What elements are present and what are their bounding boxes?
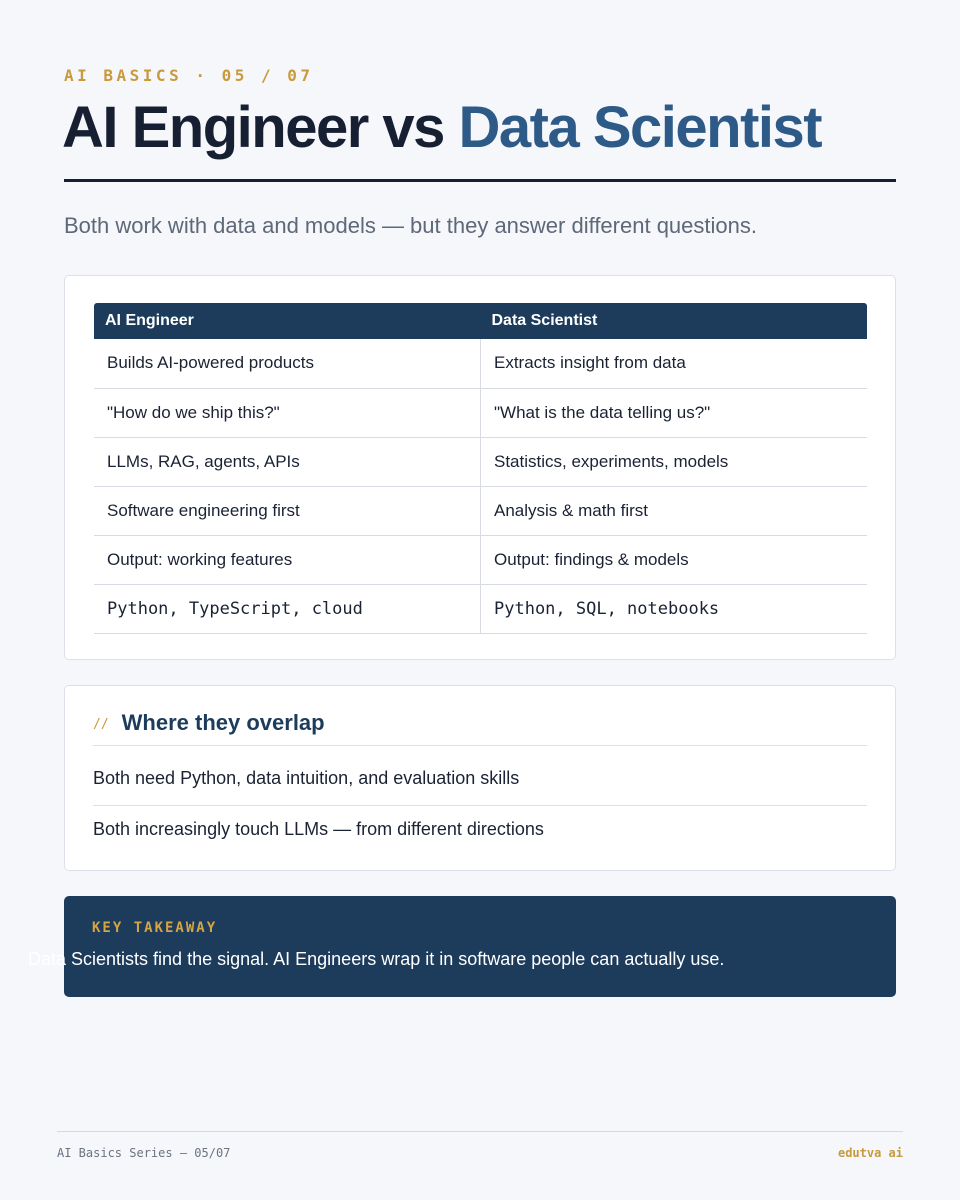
table-cell: Statistics, experiments, models: [481, 437, 868, 486]
table-row: [94, 388, 867, 437]
footer-series: AI Basics Series — 05/07: [57, 1146, 231, 1160]
overlap-heading: [93, 710, 867, 746]
overlap-card: [64, 685, 896, 871]
table-cell: Output: findings & models: [481, 535, 868, 584]
comment-slash-icon: //: [93, 717, 109, 732]
table-cell: Python, SQL, notebooks: [481, 584, 868, 633]
table-header-row: [94, 303, 867, 339]
comparison-table: [94, 303, 867, 634]
table-cell: Extracts insight from data: [481, 339, 868, 388]
column-header-data-scientist: Data Scientist: [481, 303, 868, 339]
comparison-card: [64, 275, 896, 660]
overlap-item: Both increasingly touch LLMs — from different directions: [93, 819, 544, 839]
table-cell: LLMs, RAG, agents, APIs: [94, 437, 481, 486]
table-cell: Builds AI-powered products: [94, 339, 481, 388]
takeaway-label: KEY TAKEAWAY: [92, 920, 218, 936]
overlap-item: Both need Python, data intuition, and evaluation skills: [93, 768, 867, 806]
key-takeaway-box: [64, 896, 896, 997]
column-header-ai-engineer: AI Engineer: [94, 303, 481, 339]
table-cell: "What is the data telling us?": [481, 388, 868, 437]
table-row: [94, 437, 867, 486]
footer-divider: [57, 1131, 903, 1132]
title-divider: [64, 179, 896, 182]
title-lead: AI Engineer vs: [62, 95, 459, 160]
eyebrow-label: AI BASICS · 05 / 07: [64, 66, 314, 85]
table-cell: Software engineering first: [94, 486, 481, 535]
table-cell: "How do we ship this?": [94, 388, 481, 437]
page-subtitle: Both work with data and models — but they answer different questions.: [64, 213, 757, 238]
table-cell: Analysis & math first: [481, 486, 868, 535]
table-row: [94, 486, 867, 535]
takeaway-text: Data Scientists find the signal. AI Engineers wrap it in software people can actually use.: [28, 949, 725, 969]
overlap-title: Where they overlap: [121, 710, 325, 735]
footer-brand: edutva ai: [837, 1146, 903, 1160]
table-row: [94, 584, 867, 633]
table-cell: Output: working features: [94, 535, 481, 584]
page-title: [62, 94, 821, 161]
table-cell: Python, TypeScript, cloud: [94, 584, 481, 633]
table-row: [94, 535, 867, 584]
table-row: [94, 339, 867, 388]
title-accent: Data Scientist: [458, 95, 822, 160]
